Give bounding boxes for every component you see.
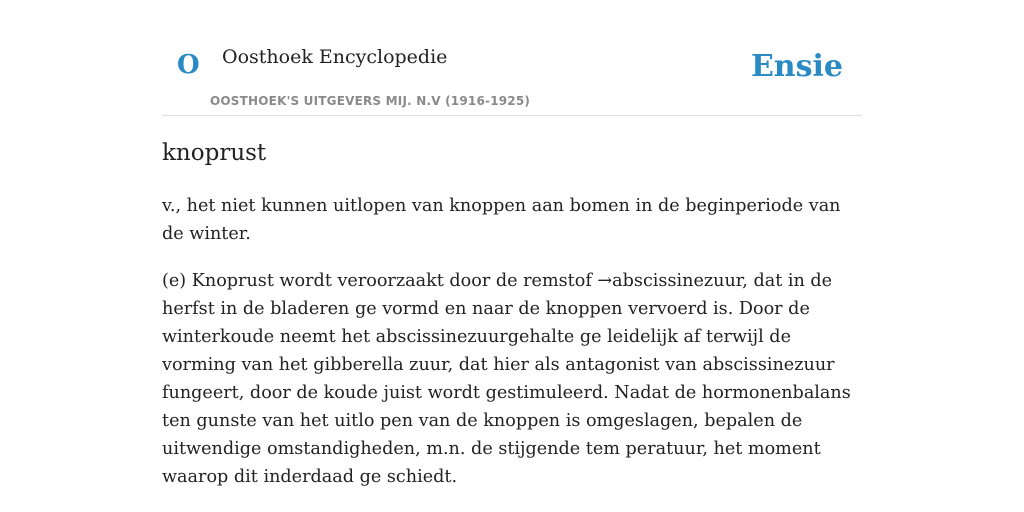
entry-explanation: (e) Knoprust wordt veroorzaakt door de remstof →abscissinezuur, dat in de herfst in de bladeren ge vormd en naar de knoppen vervoerd is. Door de winterkoude neemt het abscissinezuurgehalte ge leidelijk af terwijl de vorming van het gibberella zuur, dat hier als antagonist van abscissinezuur fungeert, door de koude juist wordt gestimuleerd. Nadat de hormonenbalans ten gunste van het uitlo pen van de knoppen is omgeslagen, bepalen de uitwendige omstandigheden, m.n. de stijgende tem peratuur, het moment waarop dit inderdaad ge schiedt. (162, 271, 851, 487)
brand-logo[interactable]: Ensie (750, 49, 843, 84)
entry-title: knoprust (162, 140, 267, 166)
page-container (162, 0, 862, 487)
source-header (162, 0, 862, 116)
source-subtitle: OOSTHOEK'S UITGEVERS MIJ. N.V (1916-1925) (210, 94, 531, 108)
source-logo[interactable]: O (177, 50, 200, 80)
source-title[interactable]: Oosthoek Encyclopedie (222, 46, 448, 68)
entry-definition: v., het niet kunnen uitlopen van knoppen aan bomen in de beginperiode van de winter. (162, 196, 841, 244)
